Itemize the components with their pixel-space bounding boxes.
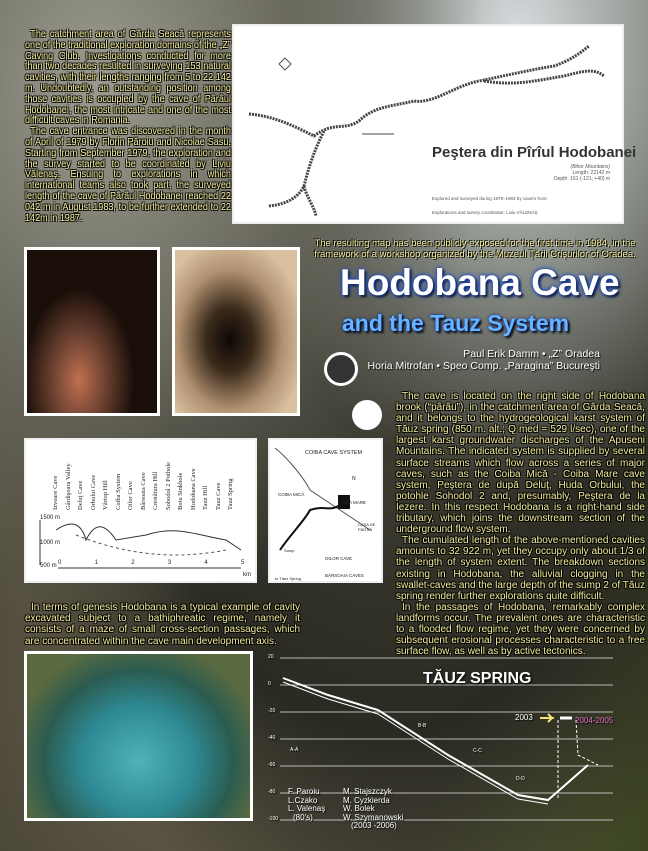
coiba-label: to Tăuz Spring	[275, 576, 301, 581]
hodobana-map	[232, 24, 637, 224]
section-label: B-B	[418, 723, 427, 729]
profile-xtick: 4	[204, 560, 208, 566]
map-caption: The resulting map has been publicly exposed for the first time in 1984, in the framework of a workshop organized by the Muzeul Ţării Crişurilor of Oradea.	[314, 238, 636, 260]
coiba-label: CASA DE PIATRĂ	[358, 522, 376, 532]
profile-label: Vârtop Hill	[102, 480, 109, 510]
authors	[368, 348, 600, 372]
intro-paragraph: The catchment area of Gârda Seacă represents one of the traditional exploration domains of the „Z” Caving Club. Investigations conducted for more than two decades resulted in surveying 153 natural cavities, with their lengths ranging from 5 to 22 142 m. Undoubtedly, an outstanding position among those cavities is occupied by the cave of Pârâul Hodobanei, the most intricate and one of the most difficult caves in Romania.	[25, 29, 231, 127]
profile-label: Crestătura Hill	[152, 471, 159, 510]
main-paragraph: The cumulated length of the above-mentioned cavities amounts to 32 922 m, yet they occupy only about 1/3 of the length of system extent. The breakdown sections existing in Hodobana, the alluvial clogging in the swallet-caves and the large depth of the sump 2 of Tăuz spring render further explorations quite difficult.	[396, 535, 645, 602]
coiba-label: COIBA MARE	[338, 500, 367, 505]
team-period: (80's)	[293, 812, 313, 822]
coiba-label: BÂRSOAIA CAVES	[325, 573, 364, 578]
tauz-ytick: 20	[268, 654, 274, 660]
author: Paul Erik Damm • „Z” Oradea	[463, 348, 600, 360]
north-arrow: N	[352, 476, 356, 482]
profile-ytick: 500 m	[40, 563, 57, 569]
profile-label: Tauz Hill	[202, 485, 209, 510]
cave-photo-1	[24, 247, 160, 416]
tauz-spring-profile	[268, 650, 630, 830]
main-text	[396, 391, 645, 657]
map-depth: Depth: 161 (-121; +40) m	[553, 176, 610, 182]
coiba-map	[268, 438, 383, 583]
page-subtitle: and the Tauz System	[342, 310, 570, 336]
map-region: (Bihor Mountains)	[570, 164, 610, 170]
coiba-label: OILOR CAVE	[325, 556, 353, 561]
profile-xtick: 3	[167, 560, 172, 566]
coiba-label: COIBA MICĂ	[278, 492, 305, 497]
profile-label: Boiu Sinkhole	[177, 472, 184, 510]
profile-label: Gârdişoara Valley	[64, 463, 72, 510]
profile-label: Izvoare Cave	[52, 475, 59, 510]
profile-label: Coiba System	[114, 473, 122, 510]
tauz-title: TĂUZ SPRING	[423, 670, 532, 687]
speleo-logo	[352, 400, 382, 430]
team-2003	[343, 788, 403, 831]
year-2003: 2003	[515, 713, 533, 722]
profile-label: Tauz Cave	[214, 482, 222, 510]
genesis-paragraph: In terms of genesis Hodobana is a typical example of cavity excavated subject to a bathiphreatic regime, namely it consists of a maze of small cross-section passages, which are concentrated within the cave main development axis.	[25, 602, 300, 647]
tauz-lake-photo	[24, 651, 253, 821]
team-member: W. Bolek	[343, 804, 375, 813]
team-member: M. Cyzkierda	[343, 795, 390, 805]
profile-xtick: 1	[94, 560, 98, 566]
main-paragraph: The cave is located on the right side of Hodobana brook (“pârâu”), in the catchment area of Gârda Seacă, and it belongs to the hydrogeological karst system of Tăuz spring (850 m. alt.; Q med = 529 l/sec), one of the largest karst groundwater discharges of the Apuseni Mountains. The indicated system is supplied by several surface streams which flow across a series of major caves, such as the Coiba Mică - Coiba Mare cave system, Peştera de după Deluţ, Huda Orbului, the potohle Sohodol 2 and, presumably, Peştera de la Iezere. In this respect Hodobana is a right-hand side tributary, which joins the downstream section of the underground flow system.	[396, 391, 645, 536]
team-member: L.Czako	[288, 795, 318, 805]
profile-xtick: 5	[241, 560, 245, 566]
tauz-ytick: -60	[268, 762, 276, 768]
profile-ytick: 1000 m	[40, 540, 61, 546]
tauz-ytick: -40	[268, 735, 276, 741]
main-paragraph: In the passages of Hodobana, remarkably complex landforms occur. The prevalent ones are characteristic to a flooded flow regime, yet they were concerned by subsequent erosional processes characteristic to a free surface flow, as well as by active tectonics.	[396, 601, 645, 658]
cave-photo-2	[172, 247, 300, 416]
genesis-text	[25, 602, 300, 647]
tauz-ytick: -80	[268, 789, 276, 795]
coiba-title: COIBA CAVE SYSTEM	[305, 450, 363, 456]
team-period: (2003 -2006)	[351, 821, 397, 830]
tauz-ytick: -20	[268, 708, 276, 714]
profile-xtick: 2	[131, 560, 135, 566]
map-title: Peştera din Pîrîul Hodobanei	[432, 144, 637, 161]
map-credit: Explorations and survey coordinator: Liviu VĂLENAŞ	[432, 210, 538, 215]
profile-xtick: 0	[58, 560, 62, 566]
team-member: M. Stajszczyk	[343, 787, 392, 796]
profile-label: Bârsoaia Cave	[139, 472, 147, 510]
intro-paragraph: The cave entrance was discovered in the month of April of 1979 by Florin Păroiu and Nicolae Sasu. Starting from September 1979, the exploration and the survey started to be coordinated by Liviu Vălenaş. Ensuing to explorations in which international teams also took part, the surveyed length of the cave of Pârâul Hodobanei reached 22 042 m in August 1983, to be further extended to 22 142m in 1987.	[25, 126, 231, 224]
karst-profile	[24, 438, 257, 583]
profile-label: Oilor Cave	[127, 481, 134, 510]
team-member: F. Paroiu	[288, 787, 320, 796]
map-length: Length: 22142 m	[572, 170, 610, 176]
team-member: W. Szymanowski	[343, 812, 404, 822]
cave-plan-drawing	[234, 26, 626, 226]
coiba-label: Sump	[284, 548, 295, 553]
profile-label: Deluţ Cave	[77, 480, 84, 510]
team-member: L. Valenaş	[288, 804, 326, 813]
team-80s	[288, 788, 325, 822]
intro-text	[25, 30, 231, 224]
arrow-2003	[540, 714, 552, 722]
tauz-ytick: 0	[268, 681, 271, 687]
section-label: D-D	[516, 776, 525, 782]
coiba-drawing	[270, 440, 385, 585]
profile-label: Hodobana Cave	[189, 468, 197, 510]
profile-label: Sohodol 2 Pothole	[164, 461, 172, 510]
year-2004-2005: 2004-2005	[575, 716, 614, 725]
section-label: C-C	[473, 748, 482, 754]
profile-xunit: km	[243, 572, 251, 578]
club-logo	[324, 352, 358, 386]
author: Horia Mitrofan • Speo Comp. „Paragina” Bucureşti	[367, 360, 600, 372]
profile-ytick: 1500 m	[40, 515, 61, 521]
profile-label: Orbului Cave	[89, 474, 97, 510]
tauz-ytick: -100	[268, 816, 279, 822]
page-title: Hodobana Cave	[340, 262, 620, 303]
section-label: A-A	[290, 747, 299, 753]
profile-label: Tauz Spring	[227, 478, 234, 510]
map-explored: Explored and surveyed during 1979–1983 by cavers from:	[432, 196, 548, 201]
